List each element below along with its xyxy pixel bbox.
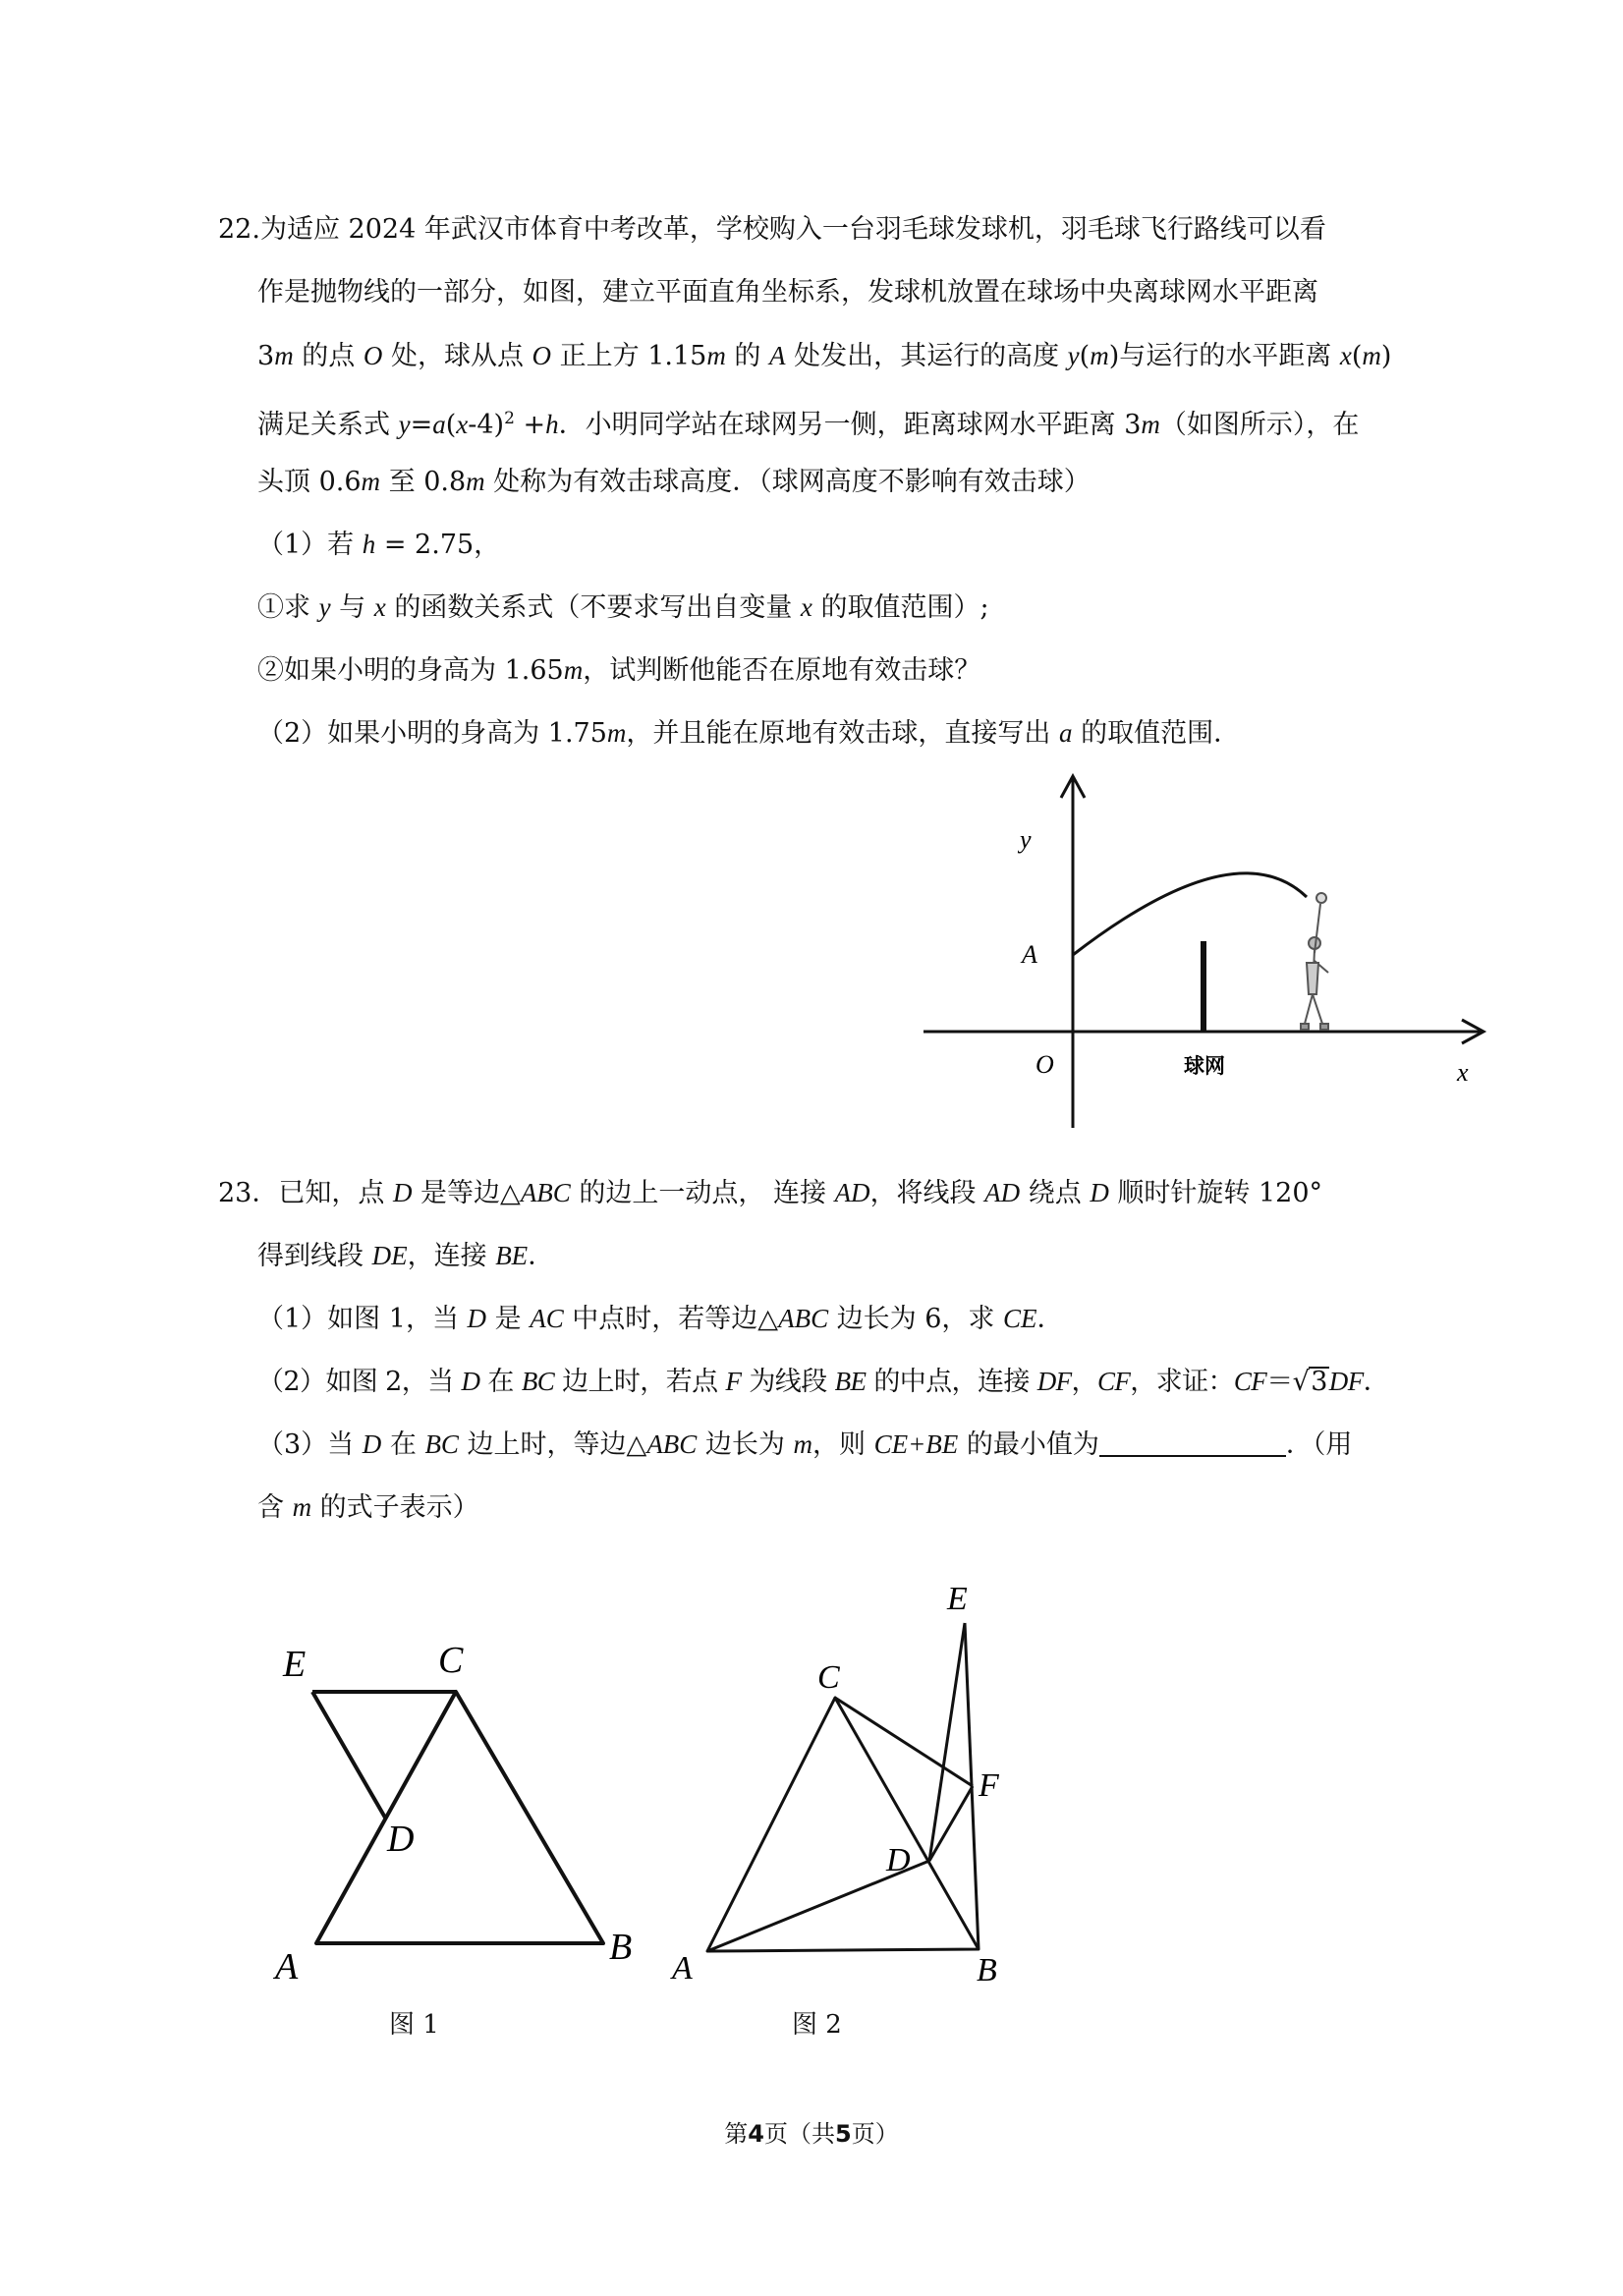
player-figure [1301, 893, 1328, 1030]
triangle-ABC [316, 1692, 603, 1943]
segment-DE [929, 1623, 965, 1861]
q22-line1: 22.为适应 2024 年武汉市体育中考改革，学校购入一台羽毛球发球机，羽毛球飞行路线可以看 [218, 214, 1326, 245]
page-footer: 第4页（共5页） [724, 2120, 899, 2148]
origin-label: O [1035, 1050, 1054, 1079]
q23-part1: （1）如图 1，当 D 是 AC 中点时，若等边△ABC 边长为 6，求 CE． [257, 1304, 1064, 1334]
parabola [1073, 873, 1307, 955]
q23-part3-cont: 含 m 的式子表示） [257, 1492, 479, 1523]
label-E: E [283, 1644, 307, 1685]
q22-part1-b: ②如果小明的身高为 1.65m，试判断他能否在原地有效击球？ [257, 655, 981, 686]
y-axis-label: y [1020, 825, 1032, 854]
label-A: A [275, 1946, 299, 1988]
q22-line4: 满足关系式 $y=a(x-4)^2 +h$．小明同学站在球网另一侧，距离球网水平距离 3m（如图所示），在 [257, 409, 1360, 440]
figure-2-caption: 图 2 [792, 2010, 842, 2040]
q23-part2: （2）如图 2，当 D 在 BC 边上时，若点 F 为线段 BE 的中点，连接 DF，CF，求证：CF＝√3DF． [257, 1367, 1389, 1397]
q23-figure-1 [265, 1621, 658, 1994]
q23-part3: （3）当 D 在 BC 边上时，等边△ABC 边长为 m，则 CE+BE 的最小值为 ．（用 [257, 1425, 1352, 1465]
q22-part2: （2）如果小明的身高为 1.75m，并且能在原地有效击球，直接写出 a 的取值范围． [257, 718, 1241, 749]
label-F: F [979, 1767, 999, 1804]
q23-line2: 得到线段 DE，连接 BE． [257, 1241, 555, 1271]
answer-blank [1099, 1426, 1286, 1457]
q22-line5: 头顶 0.6m 至 0.8m 处称为有效击球高度．（球网高度不影响有效击球） [257, 467, 1091, 497]
q22-part1: （1）若 h = 2.75， [257, 530, 501, 560]
figure-1-caption: 图 1 [389, 2010, 439, 2040]
q22-number: 22. [218, 214, 260, 245]
label-B: B [977, 1952, 997, 1988]
q22-part1-a: ①求 y 与 x 的函数关系式（不要求写出自变量 x 的取值范围）; [257, 592, 989, 623]
label-A: A [672, 1950, 693, 1987]
net-label: 球网 [1184, 1054, 1225, 1078]
q23-number: 23． [218, 1178, 279, 1208]
label-D: D [387, 1819, 415, 1860]
label-B: B [609, 1927, 633, 1968]
q23-line1: 23．已知，点 D 是等边△ABC 的边上一动点， 连接 AD，将线段 AD 绕点 D 顺时针旋转 120° [218, 1178, 1323, 1208]
label-E: E [947, 1581, 968, 1617]
label-D: D [886, 1842, 911, 1878]
label-C: C [817, 1659, 840, 1696]
q22-figure [904, 766, 1493, 1140]
point-A-label: A [1022, 940, 1037, 969]
triangle-ABC [707, 1698, 979, 1951]
q22-line2: 作是抛物线的一部分，如图，建立平面直角坐标系，发球机放置在球场中央离球网水平距离 [257, 277, 1318, 308]
label-C: C [438, 1640, 464, 1681]
q22-line3: 3m 的点 O 处，球从点 O 正上方 1.15m 的 A 处发出，其运行的高度 y(m)与运行的水平距离 x(m) [257, 341, 1392, 371]
q23-figure-2 [658, 1572, 1051, 1994]
x-axis-label: x [1457, 1058, 1469, 1087]
segment-ED [312, 1692, 385, 1818]
